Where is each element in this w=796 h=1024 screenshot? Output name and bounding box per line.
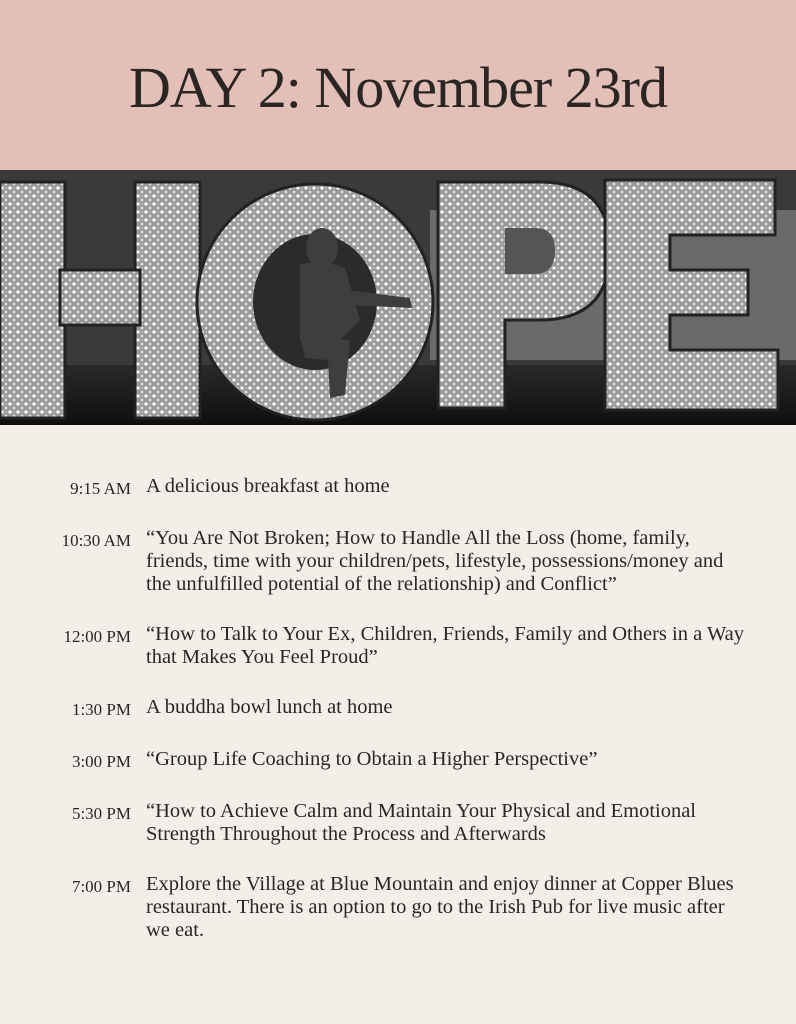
schedule-description: “How to Achieve Calm and Maintain Your Physical and Emotional Strength Throughout the Process and Afterwards (146, 800, 697, 845)
schedule-item (0, 623, 796, 669)
schedule-item (0, 696, 796, 721)
schedule-time: 9:15 AM (70, 479, 131, 498)
schedule-item (0, 748, 796, 773)
schedule-description: “You Are Not Broken; How to Handle All the Loss (home, family, friends, time with your children/pets, lifestyle, possessions/money and the unfulfilled potential of the relationship) and Conflict” (146, 527, 724, 595)
schedule-item (0, 800, 796, 846)
schedule-time: 1:30 PM (71, 700, 131, 719)
schedule-description: “How to Talk to Your Ex, Children, Friends, Family and Others in a Way that Makes You Feel Proud” (146, 623, 745, 668)
schedule-description: A buddha bowl lunch at home (146, 696, 393, 718)
schedule-item (0, 475, 796, 500)
hope-sign-photo (0, 170, 796, 425)
schedule-description: “Group Life Coaching to Obtain a Higher Perspective” (146, 748, 598, 770)
schedule-description: A delicious breakfast at home (146, 475, 390, 497)
schedule-time: 5:30 PM (71, 804, 131, 823)
schedule-item (0, 873, 796, 942)
schedule-time: 12:00 PM (63, 627, 131, 646)
page-title: DAY 2: November 23rd (129, 54, 667, 120)
schedule-time: 3:00 PM (71, 752, 131, 771)
schedule-item (0, 527, 796, 596)
schedule-description: Explore the Village at Blue Mountain and enjoy dinner at Copper Blues restaurant. There is an option to go to the Irish Pub for live music after we eat. (146, 873, 734, 941)
page-header (0, 0, 796, 170)
hope-sign-illustration (0, 170, 796, 425)
schedule-list (0, 425, 796, 942)
schedule-time: 7:00 PM (71, 877, 131, 896)
schedule-time: 10:30 AM (61, 531, 131, 550)
